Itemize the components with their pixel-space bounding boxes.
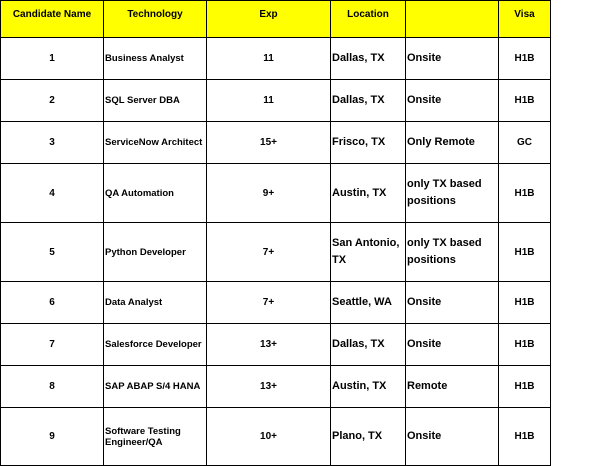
visa-cell: H1B — [499, 282, 551, 324]
candidate-number: 3 — [1, 122, 104, 164]
exp-cell: 15+ — [207, 122, 331, 164]
technology-cell: SAP ABAP S/4 HANA — [104, 366, 207, 408]
technology-cell: ServiceNow Architect — [104, 122, 207, 164]
mode-cell: Onsite — [406, 80, 499, 122]
location-cell: Seattle, WA — [331, 282, 406, 324]
header-technology: Technology — [104, 1, 207, 38]
exp-cell: 9+ — [207, 164, 331, 223]
header-mode — [406, 1, 499, 38]
mode-cell: Onsite — [406, 282, 499, 324]
table-row — [1, 282, 551, 324]
candidate-number: 7 — [1, 324, 104, 366]
technology-cell: Salesforce Developer — [104, 324, 207, 366]
header-location: Location — [331, 1, 406, 38]
table-row — [1, 408, 551, 466]
table-row — [1, 324, 551, 366]
candidate-number: 9 — [1, 408, 104, 466]
location-cell: Dallas, TX — [331, 38, 406, 80]
candidate-number: 8 — [1, 366, 104, 408]
technology-cell: QA Automation — [104, 164, 207, 223]
candidate-number: 4 — [1, 164, 104, 223]
visa-cell: H1B — [499, 366, 551, 408]
location-cell: San Antonio, TX — [331, 223, 406, 282]
exp-cell: 13+ — [207, 366, 331, 408]
technology-cell: Software Testing Engineer/QA — [104, 408, 207, 466]
visa-cell: H1B — [499, 324, 551, 366]
header-exp: Exp — [207, 1, 331, 38]
visa-cell: H1B — [499, 38, 551, 80]
candidate-number: 2 — [1, 80, 104, 122]
table-row — [1, 80, 551, 122]
table-row — [1, 223, 551, 282]
header-row — [1, 1, 551, 38]
mode-cell: Remote — [406, 366, 499, 408]
mode-cell: Onsite — [406, 408, 499, 466]
exp-cell: 10+ — [207, 408, 331, 466]
location-cell: Dallas, TX — [331, 80, 406, 122]
table-row — [1, 122, 551, 164]
visa-cell: H1B — [499, 80, 551, 122]
visa-cell: H1B — [499, 223, 551, 282]
mode-cell: only TX based positions — [406, 164, 499, 223]
location-cell: Austin, TX — [331, 366, 406, 408]
table-row — [1, 366, 551, 408]
candidate-number: 6 — [1, 282, 104, 324]
mode-cell: Onsite — [406, 324, 499, 366]
exp-cell: 11 — [207, 80, 331, 122]
technology-cell: Business Analyst — [104, 38, 207, 80]
location-cell: Frisco, TX — [331, 122, 406, 164]
mode-cell: Onsite — [406, 38, 499, 80]
exp-cell: 7+ — [207, 282, 331, 324]
location-cell: Dallas, TX — [331, 324, 406, 366]
candidate-number: 5 — [1, 223, 104, 282]
visa-cell: H1B — [499, 408, 551, 466]
exp-cell: 13+ — [207, 324, 331, 366]
technology-cell: Data Analyst — [104, 282, 207, 324]
table-row — [1, 38, 551, 80]
mode-cell: only TX based positions — [406, 223, 499, 282]
technology-cell: Python Developer — [104, 223, 207, 282]
candidate-number: 1 — [1, 38, 104, 80]
location-cell: Austin, TX — [331, 164, 406, 223]
exp-cell: 7+ — [207, 223, 331, 282]
table-row — [1, 164, 551, 223]
mode-cell: Only Remote — [406, 122, 499, 164]
visa-cell: GC — [499, 122, 551, 164]
exp-cell: 11 — [207, 38, 331, 80]
technology-cell: SQL Server DBA — [104, 80, 207, 122]
header-visa: Visa — [499, 1, 551, 38]
location-cell: Plano, TX — [331, 408, 406, 466]
visa-cell: H1B — [499, 164, 551, 223]
header-candidate-name: Candidate Name — [1, 1, 104, 38]
